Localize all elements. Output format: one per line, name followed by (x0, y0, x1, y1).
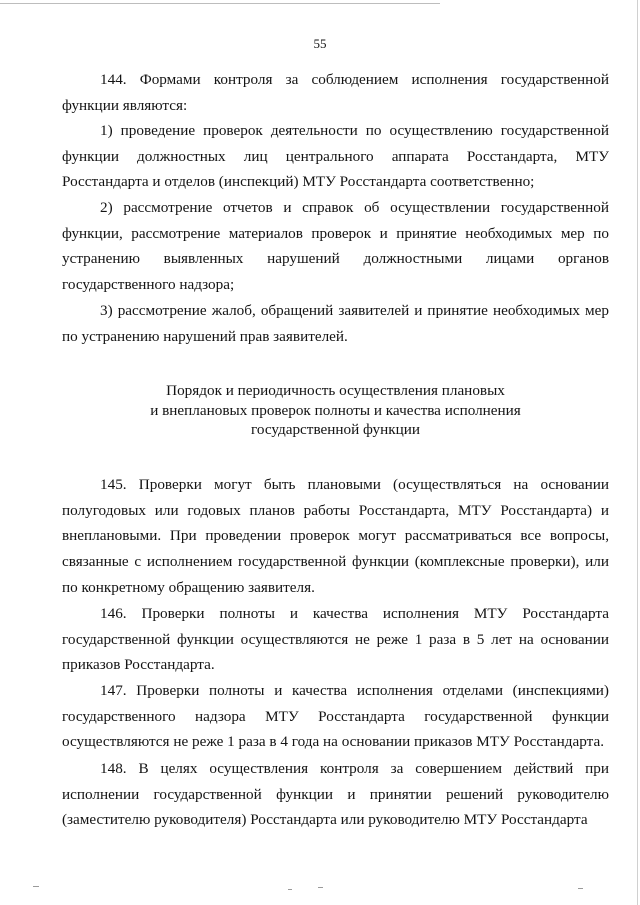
scan-edge-line (0, 3, 440, 4)
paragraph-147: 147. Проверки полноты и качества исполнения отделами (инспекциями) государственного надзора МТУ Росстандарта государственной функции осуществляются не реже 1 раза в 4 года на основании приказов МТУ Росстандарта. (62, 682, 609, 751)
paragraph-145: 145. Проверки могут быть плановыми (осуществляться на основании полугодовых или годовых планов работы Росстандарта, МТУ Росстандарта) и внеплановыми. При проведении проверок могут рассматриваться все вопросы, связанные с исполнением государственной функции (комплексные проверки), или по конкретному обращению заявителя. (62, 476, 609, 596)
paragraph-144: 144. Формами контроля за соблюдением исполнения государственной функции являются: (62, 71, 609, 114)
scan-speck (578, 888, 583, 889)
scan-speck (318, 887, 323, 888)
paragraph-144-item-1: 1) проведение проверок деятельности по осуществлению государственной функции должностных лиц центрального аппарата Росстандарта, МТУ Росстандарта и отделов (инспекций) МТУ Росстандарта соответственно; (62, 122, 609, 191)
section-heading-line-3: государственной функции (251, 421, 420, 438)
section-heading (62, 381, 609, 440)
paragraph-144-item-3: 3) рассмотрение жалоб, обращений заявителей и принятие необходимых мер по устранению нарушений прав заявителей. (62, 302, 609, 345)
section-heading-line-1: Порядок и периодичность осуществления плановых (166, 382, 505, 399)
scan-edge-line-right (637, 0, 638, 905)
scan-speck (33, 886, 39, 887)
scan-speck (288, 889, 292, 890)
paragraph-148: 148. В целях осуществления контроля за совершением действий при исполнении государственной функции и принятии решений руководителю (заместителю руководителя) Росстандарта или руководителю МТУ Росстандарта (62, 760, 609, 829)
paragraph-146: 146. Проверки полноты и качества исполнения МТУ Росстандарта государственной функции осуществляются не реже 1 раза в 5 лет на основании приказов Росстандарта. (62, 605, 609, 674)
page-number: 55 (313, 36, 327, 51)
paragraph-144-item-2: 2) рассмотрение отчетов и справок об осуществлении государственной функции, рассмотрение материалов проверок и принятие необходимых мер по устранению выявленных нарушений должностными лицами органов государственного надзора; (62, 199, 609, 294)
section-heading-line-2: и внеплановых проверок полноты и качества исполнения (150, 401, 521, 419)
